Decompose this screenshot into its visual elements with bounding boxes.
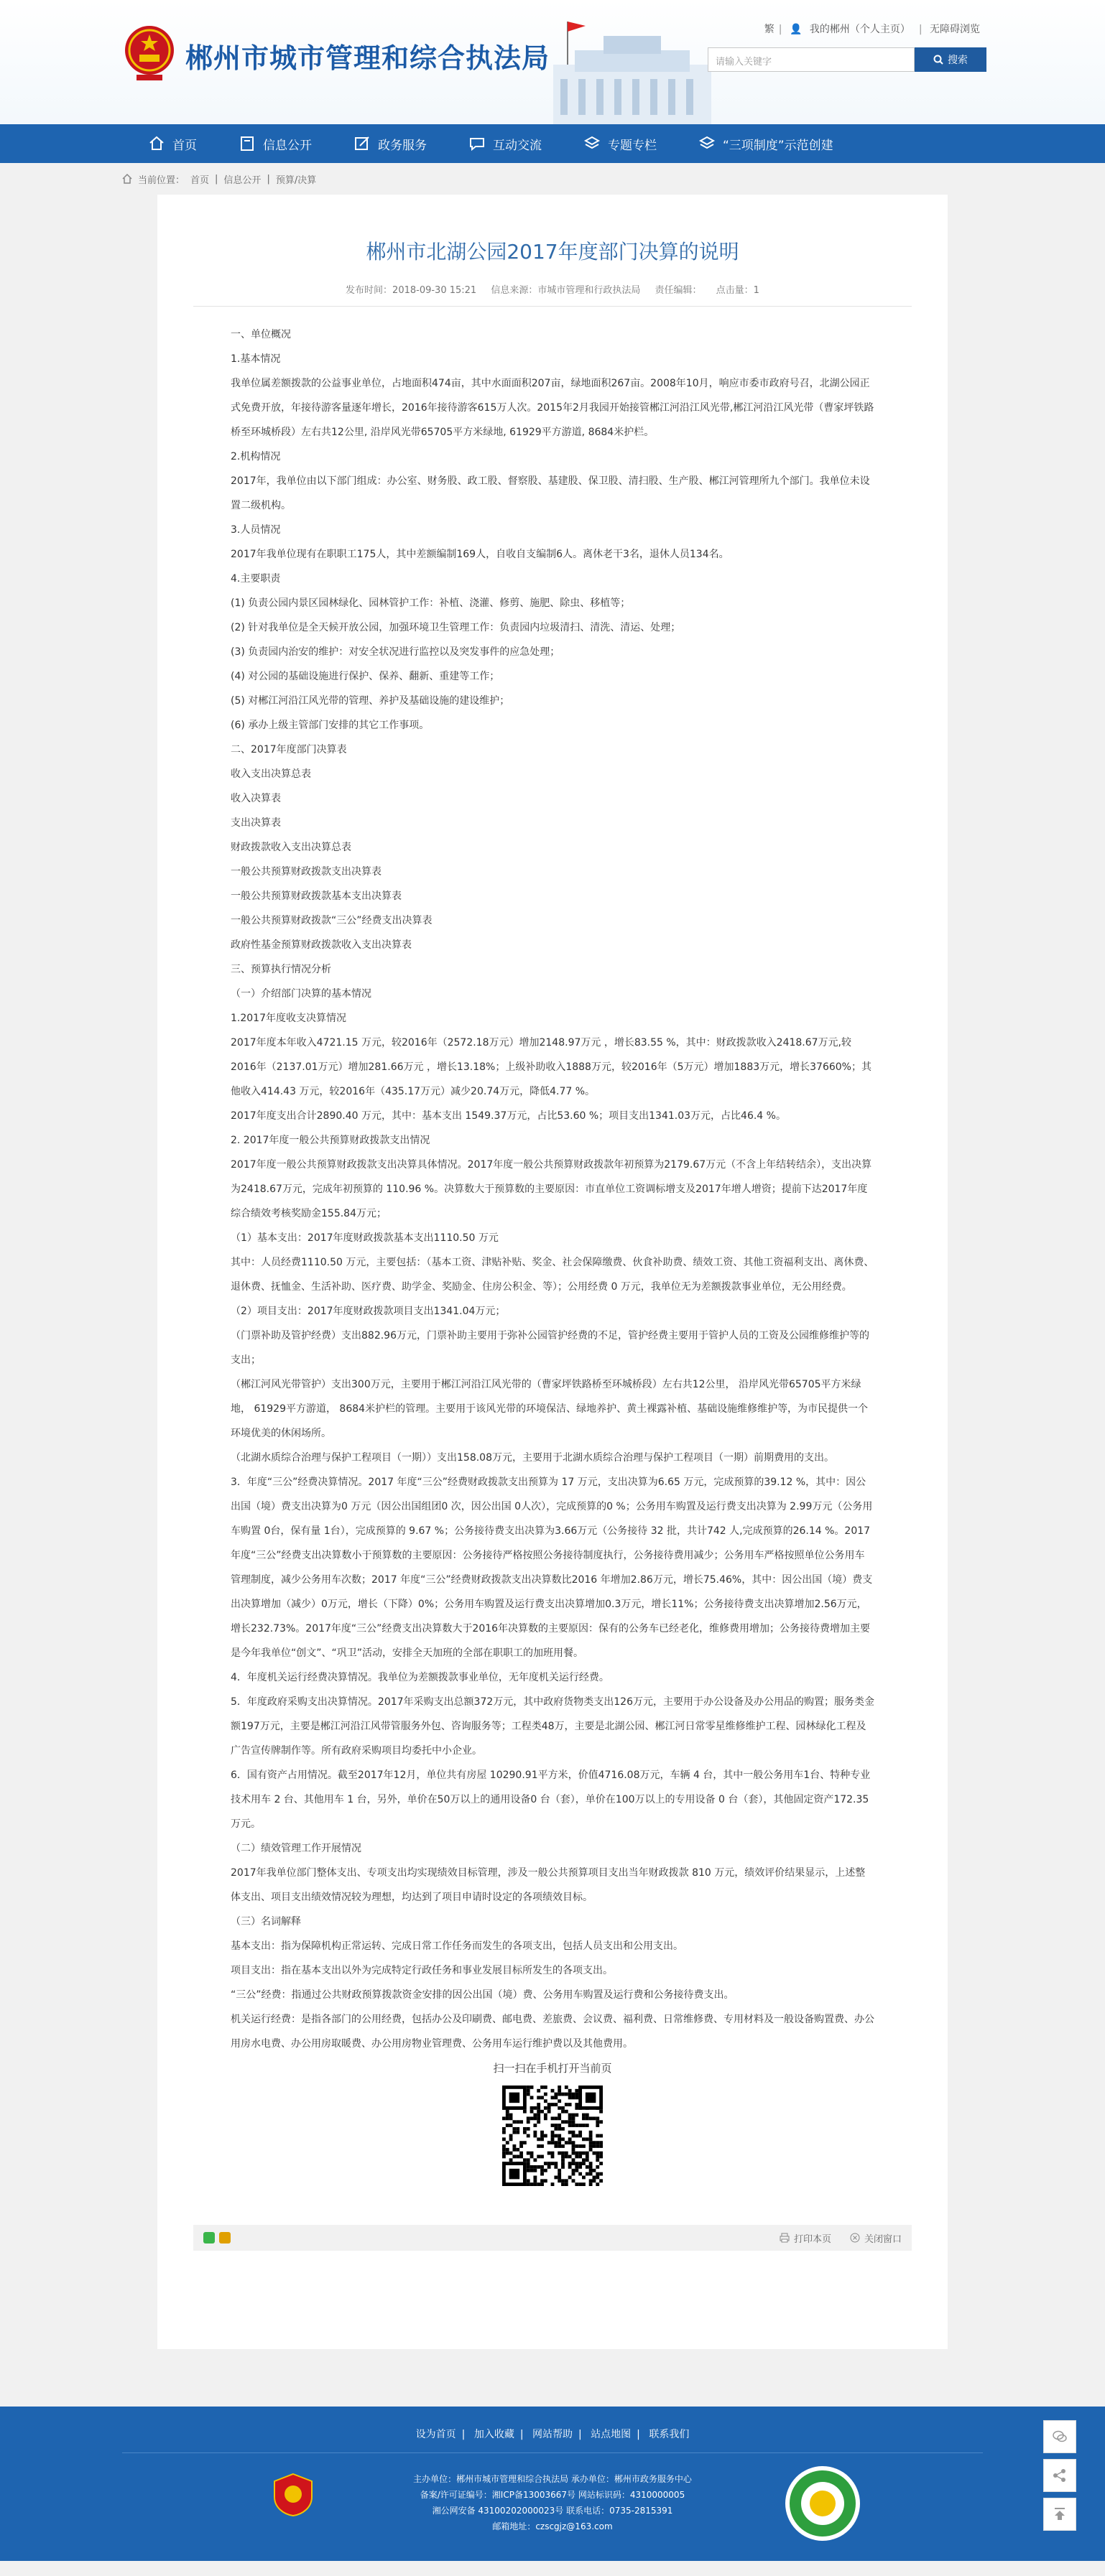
article-paragraph: 项目支出：指在基本支出以外为完成特定行政任务和事业发展目标所发生的各项支出。	[231, 1965, 613, 1976]
article-paragraph: 机关运行经费：是指各部门的公用经费，包括办公及印刷费、邮电费、差旅费、会议费、福利费、日常维修费、专用材料及一般设备购置费、办公用房水电费、办公用房取暖费、办公用房物业管理费、公务用车运行维护费以及其他费用。	[231, 2014, 874, 2050]
article-paragraph: 支出决算表	[231, 817, 281, 829]
footer-divider	[122, 2452, 983, 2453]
footer-info-line: 备案/许可证编号：湘ICP备13003667号 网站标识码：4310000005	[420, 2490, 685, 2500]
article-paragraph: （三）名词解释	[231, 1916, 301, 1928]
nav-info-disclosure[interactable]	[224, 124, 326, 163]
nav-three-systems[interactable]	[684, 124, 848, 163]
footer-link-home[interactable]: 设为首页	[415, 2429, 456, 2440]
article-paragraph: 4.主要职责	[231, 573, 281, 585]
footer-links: 设为首页 | 加入收藏 | 网站帮助 | 站点地图 | 联系我们	[415, 2429, 690, 2440]
footer-info-line: 邮箱地址：czscgjz@163.com	[492, 2521, 613, 2531]
article-paragraph: （门票补助及管护经费）支出882.96万元，门票补助主要用于弥补公园管护经费的不足，管护经费主要用于管护人员的工资及公园维修维护等的支出；	[231, 1330, 869, 1366]
article-paragraph: (4) 对公园的基础设施进行保护、保养、翻新、重建等工作；	[231, 671, 500, 682]
article-paragraph: 2.机构情况	[231, 451, 281, 462]
article-paragraph: (5) 对郴江河沿江风光带的管理、养护及基础设施的建设维护；	[231, 695, 510, 707]
breadcrumb-home[interactable]: 首页	[190, 175, 210, 186]
article-paragraph: 3．年度“三公”经费决算情况。2017 年度“三公”经费财政拨款支出预算为 17 万元，支出决算为6.65 万元，完成预算的39.12 %，其中：因公出国（境）费支出决算为0 万元（因公出国组团0 次，因公出国 0人次），完成预算的0 %；公务用车购置及运行费支出决算为 2.99万元（公务用车购置 0台，保有量 1台），完成预算的 9.67 %；公务接待费支出决算为3.66万元（公务接待 32 批，共计742 人,完成预算的26.14 %。2017 年度“三公”经费支出决算数小于预算数的主要原因：公务接待严格按照公务接待制度执行，公务接待费用减少；公务用车严格按照单位公务用车管理制度，减少公务用车次数；2017 年度“三公”经费财政拨款支出决算数比2016 年增加2.86万元，增长75.46%，其中：因公出国（境）费支出决算增加（减少）0万元，增长（下降）0%；公务用车购置及运行费支出决算增加0.3万元，增长11%；公务接待费支出决算增加2.56万元，增长232.73%。2017年度“三公”经费支出决算数大于2016年决算数的主要原因：保有的公务车已经老化，维修费用增加；公务接待费增加主要是今年我单位“创文”、“巩卫”活动，安排全天加班的全部在职职工的加班用餐。	[231, 1477, 873, 1659]
article-paragraph: (6) 承办上级主管部门安排的其它工作事项。	[231, 720, 430, 731]
footer-info-line: 主办单位：郴州市城市管理和综合执法局 承办单位：郴州市政务服务中心	[413, 2474, 692, 2484]
print-icon	[780, 2233, 790, 2243]
close-label: 关闭窗口	[864, 2233, 902, 2245]
close-window-button[interactable]	[850, 2231, 902, 2245]
editor: 责任编辑：	[655, 285, 702, 296]
article	[157, 195, 948, 2349]
nav-interaction[interactable]	[454, 124, 556, 163]
article-paragraph: 收入支出决算总表	[231, 768, 311, 780]
search-button[interactable]	[915, 47, 986, 72]
article-paragraph: 收入决算表	[231, 793, 281, 804]
article-paragraph: （二）绩效管理工作开展情况	[231, 1843, 361, 1854]
footer-info-line: 湘公网安备 43100202000023号 联系电话：0735-2815391	[432, 2506, 673, 2516]
article-paragraph: (2) 针对我单位是全天候开放公园，加强环境卫生管理工作：负责园内垃圾清扫、清洗、清运、处理；	[231, 622, 681, 633]
qr-caption: 扫一扫在手机打开当前页	[493, 2062, 612, 2075]
accessibility-link[interactable]: 无障碍浏览	[930, 24, 980, 35]
traditional-chinese-link[interactable]: 繁	[764, 24, 775, 35]
nav-services-label: 政务服务	[378, 138, 427, 153]
edit-icon	[353, 135, 371, 152]
article-paragraph: 三、预算执行情况分析	[231, 964, 331, 975]
article-paragraph: （北湖水质综合治理与保护工程项目（一期））支出158.08万元，主要用于北湖水质综合治理与保护工程项目（一期）前期费用的支出。	[231, 1452, 834, 1464]
article-paragraph: 2017年我单位现有在职职工175人，其中差额编制169人，自收自支编制6人。离休老干3名，退休人员134名。	[231, 549, 729, 560]
article-meta	[193, 282, 912, 307]
breadcrumb-info[interactable]: 信息公开	[223, 175, 262, 186]
nav-interaction-label: 互动交流	[493, 138, 542, 153]
publish-time: 发布时间：2018-09-30 15:21	[346, 285, 477, 296]
article-paragraph: 一般公共预算财政拨款支出决算表	[231, 866, 382, 878]
search-icon	[933, 55, 943, 65]
nav-home[interactable]	[134, 124, 211, 163]
info-source: 信息来源：市城市管理和行政执法局	[491, 285, 641, 296]
breadcrumb-budget[interactable]: 预算/决算	[275, 175, 317, 186]
nav-special-topics[interactable]	[569, 124, 671, 163]
article-paragraph: 2017年度一般公共预算财政拨款支出决算具体情况。2017年度一般公共预算财政拨款年初预算为2179.67万元（不含上年结转结余），支出决算为2418.67万元，完成年初预算的 110.96 %。决算数大于预算数的主要原因：市直单位工资调标增支及2017年增人增资；提前下达2017年度综合绩效考核奖励金155.84万元；	[231, 1159, 872, 1219]
article-paragraph: 2017年，我单位由以下部门组成：办公室、财务股、政工股、督察股、基建股、保卫股、清扫股、生产股、郴江河管理所九个部门。我单位未设置二级机构。	[231, 475, 870, 511]
site-header	[0, 0, 1105, 124]
layers-icon	[583, 135, 601, 152]
article-paragraph: 基本支出：指为保障机构正常运转、完成日常工作任务而发生的各项支出，包括人员支出和公用支出。	[231, 1940, 683, 1952]
nav-three-systems-label: “三项制度”示范创建	[723, 138, 833, 153]
site-footer	[0, 2407, 1105, 2561]
share-buttons	[203, 2232, 231, 2243]
main-nav	[0, 124, 1105, 163]
article-paragraph: 2017年我单位部门整体支出、专项支出均实现绩效目标管理，涉及一般公共预算项目支出当年财政拨款 810 万元，绩效评价结果显示，上述整体支出、项目支出绩效情况较为理想，均达到了项目申请时设定的各项绩效目标。	[231, 1867, 866, 1903]
nav-topics-label: 专题专栏	[608, 138, 657, 153]
article-actions	[780, 2231, 902, 2245]
article-paragraph: （一）介绍部门决算的基本情况	[231, 988, 371, 1000]
article-paragraph: 财政拨款收入支出决算总表	[231, 842, 351, 853]
national-emblem-icon	[122, 22, 177, 83]
article-paragraph: 其中：人员经费1110.50 万元，主要包括：（基本工资、津贴补贴、奖金、社会保障缴费、伙食补助费、绩效工资、其他工资福利支出、离休费、退休费、抚恤金、生活补助、医疗费、助学金、奖励金、住房公积金、等）；公用经费 0 万元，我单位无为差额拨款事业单位，无公用经费。	[231, 1257, 874, 1293]
article-paragraph: 1.2017年度收支决算情况	[231, 1013, 346, 1024]
home-icon	[148, 135, 165, 152]
article-paragraph: (1) 负责公园内景区园林绿化、园林管护工作：补植、浇灌、修剪、施肥、除虫、移植等；	[231, 597, 631, 609]
print-label: 打印本页	[793, 2233, 831, 2245]
article-paragraph: （郴江河风光带管护）支出300万元，主要用于郴江河沿江风光带的（曹家坪铁路桥至环城桥段）左右共12公里， 沿岸风光带65705平方米绿地， 61929平方游道， 8684米护栏的管理。主要用于该风光带的环境保洁、绿地养护、黄土裸露补植、基础设施维修维护等，为市民提供一个环境优美的休闲场所。	[231, 1379, 869, 1439]
site-title[interactable]: 郴州市城市管理和综合执法局	[185, 42, 550, 74]
article-paragraph: (3) 负责园内治安的维护：对安全状况进行监控以及突发事件的应急处理；	[231, 646, 560, 658]
breadcrumb-separator: |	[267, 173, 270, 185]
chat-icon	[468, 135, 486, 152]
nav-home-label: 首页	[172, 138, 197, 153]
article-paragraph: 政府性基金预算财政拨款收入支出决算表	[231, 939, 412, 951]
article-paragraph: （2）项目支出：2017年度财政拨款项目支出1341.04万元；	[231, 1306, 506, 1317]
article-paragraph: 6．国有资产占用情况。截至2017年12月，单位共有房屋 10290.91平方米，价值4716.08万元，车辆 4 台，其中一般公务用车1台、特种专业技术用车 2 台、其他用车 1 台，另外，单价在50万以上的通用设备0 台（套），单价在100万以上的专用设备 0 台（套），其他固定资产172.35万元。	[231, 1770, 871, 1830]
book-icon	[239, 135, 256, 152]
footer-link-favorite[interactable]: 加入收藏	[473, 2429, 514, 2440]
breadcrumb-separator: |	[215, 173, 218, 185]
article-paragraph: “三公”经费：指通过公共财政预算拨款资金安排的因公出国（境）费、公务用车购置及运行费和公务接待费支出。	[231, 1989, 734, 2001]
side-toolbar	[1043, 2420, 1076, 2531]
article-paragraph: 3.人员情况	[231, 524, 281, 536]
search-button-label: 搜索	[948, 55, 968, 66]
top-links: 繁 | 👤 我的郴州（个人主页） | 无障碍浏览	[764, 24, 980, 35]
article-paragraph: 1.基本情况	[231, 353, 281, 365]
article-paragraph: 2. 2017年度一般公共预算财政拨款支出情况	[231, 1135, 430, 1146]
article-paragraph: 2017年度支出合计2890.40 万元，其中：基本支出 1549.37万元，占比53.60 %；项目支出1341.03万元，占比46.4 %。	[231, 1110, 786, 1122]
article-paragraph: 5．年度政府采购支出决算情况。2017年采购支出总额372万元，其中政府货物类支出126万元，主要用于办公设备及办公用品的购置；服务类金额197万元，主要是郴江河沿江风带管服务外包、咨询服务等；工程类48万，主要是北湖公园、郴江河日常零星维修维护工程、园林绿化工程及广告宣传牌制作等。所有政府采购项目均委托中小企业。	[231, 1696, 874, 1757]
search-input[interactable]: 请输入关键字	[708, 47, 915, 72]
article-footer-bar	[193, 2225, 912, 2251]
share-icon[interactable]	[1043, 2459, 1076, 2492]
wechat-icon[interactable]	[1043, 2420, 1076, 2453]
nav-government-services[interactable]	[339, 124, 441, 163]
my-homepage-link[interactable]: 👤 我的郴州（个人主页）	[789, 24, 910, 35]
article-paragraph: 一般公共预算财政拨款“三公”经费支出决算表	[231, 915, 433, 926]
footer-link-sitemap[interactable]: 站点地图	[591, 2429, 632, 2440]
article-paragraph: 2017年度本年收入4721.15 万元，较2016年（2572.18万元）增加2148.97万元 ，增长83.55 %，其中：财政拨款收入2418.67万元,较2016年（2137.01万元）增加281.66万元 ，增长13.18%；上级补助收入1888万元，较2016年（5万元）增加1883万元，增长37660%；其他收入414.43 万元，较2016年（435.17万元）减少20.74万元，降低4.77 %。	[231, 1037, 871, 1097]
footer-link-help[interactable]: 网站帮助	[532, 2429, 573, 2440]
hit-count: 点击量：1	[716, 285, 759, 296]
breadcrumb	[0, 163, 1105, 195]
site-error-correction-badge-icon[interactable]	[783, 2464, 862, 2543]
qr-code	[502, 2086, 603, 2186]
back-to-top-icon[interactable]	[1043, 2498, 1076, 2531]
article-paragraph: 一般公共预算财政拨款基本支出决算表	[231, 891, 402, 902]
layers-icon	[698, 135, 716, 152]
footer-link-contact[interactable]: 联系我们	[649, 2429, 690, 2440]
my-homepage-label: 我的郴州（个人主页）	[809, 24, 910, 35]
article-title: 郴州市北湖公园2017年度部门决算的说明	[366, 240, 739, 264]
article-paragraph: 一、单位概况	[231, 329, 291, 340]
home-icon	[122, 174, 132, 184]
article-paragraph: （1）基本支出：2017年度财政拨款基本支出1110.50 万元	[231, 1232, 499, 1244]
footer-info	[0, 2471, 1105, 2534]
close-icon	[850, 2233, 860, 2243]
breadcrumb-prefix: 当前位置：	[138, 175, 185, 186]
nav-info-label: 信息公开	[263, 138, 312, 153]
weibo-share-icon[interactable]	[219, 2232, 231, 2243]
article-paragraph: 4．年度机关运行经费决算情况。我单位为差额拨款事业单位，无年度机关运行经费。	[231, 1672, 609, 1683]
article-body	[193, 322, 912, 2056]
print-button[interactable]	[780, 2231, 831, 2245]
article-paragraph: 二、2017年度部门决算表	[231, 744, 347, 755]
wechat-share-icon[interactable]	[203, 2232, 215, 2243]
article-paragraph: 我单位属差额拨款的公益事业单位，占地面积474亩，其中水面面积207亩，绿地面积267亩。2008年10月，响应市委市政府号召，北湖公园正式免费开放，年接待游客量逐年增长，2016年接待游客615万人次。2015年2月我园开始接管郴江河沿江风光带,郴江河沿江风光带（曹家坪铁路桥至环城桥段）左右共12公里, 沿岸风光带65705平方米绿地, 61929平方游道, 8684米护栏。	[231, 378, 874, 438]
